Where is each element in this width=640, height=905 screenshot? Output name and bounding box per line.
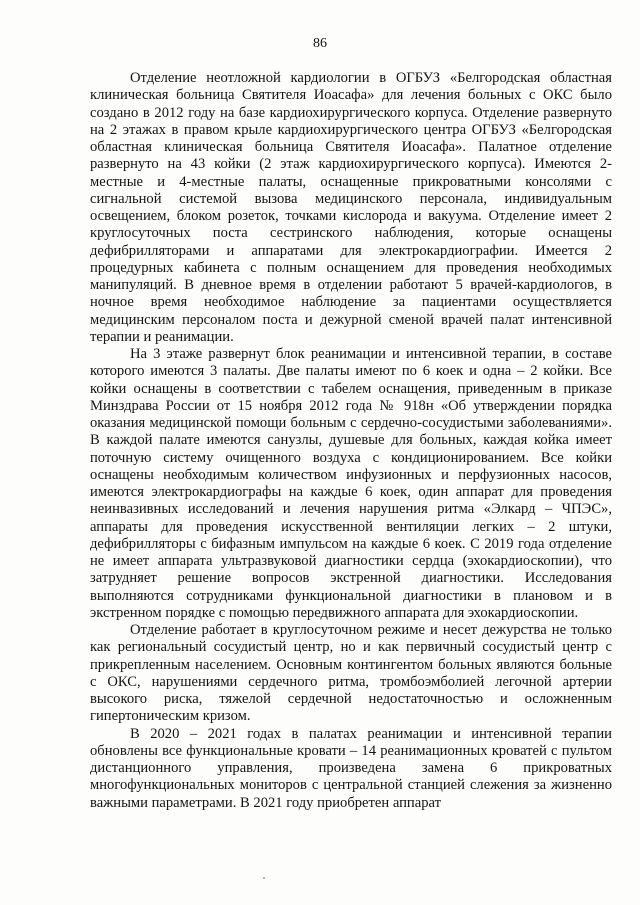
page-number: 86: [313, 36, 327, 51]
paragraph-round-the-clock-operation: Отделение работает в круглосуточном режиме и несет дежурства не только как региональный сосудистый центр, но и как первичный сосудистый центр с прикрепленным населением. Основным контингентом больных являются больные с ОКС, нарушениями сердечного ритма, тромбоэмболией легочной артерии высокого риска, тяжелой сердечной недостаточностью и осложненным гипертоническим кризом.: [90, 622, 612, 725]
paragraph-intensive-care-unit: На 3 этаже развернут блок реанимации и интенсивной терапии, в составе которого имеются 3 палаты. Две палаты имеют по 6 коек и одна – 2 койки. Все койки оснащены в соответствии с табелем оснащения, приведенным в приказе Минздрава России от 15 ноября 2012 года № 918н «Об утверждении порядка оказания медицинской помощи больным с сердечно-сосудистыми заболеваниями». В каждой палате имеются санузлы, душевые для больных, каждая койка имеет поточную систему очищенного воздуха с кондиционированием. Все койки оснащены необходимым количеством инфузионных и перфузионных насосов, имеются электрокардиографы на каждые 6 коек, один аппарат для проведения неинвазивных исследований и лечения нарушения ритма «Элкард – ЧПЭС», аппараты для проведения искусственной вентиляции легких – 2 штуки, дефибрилляторы с бифазным импульсом на каждые 6 коек. С 2019 года отделение не имеет аппарата ультразвуковой диагностики сердца (эхокардиоскопии), что затрудняет решение вопросов экстренной диагностики. Исследования выполняются сотрудниками функциональной диагностики в плановом и в экстренном порядке с помощью передвижного аппарата для эхокардиоскопии.: [90, 346, 612, 621]
paragraph-cardiology-department: Отделение неотложной кардиологии в ОГБУЗ «Белгородская областная клиническая больница Святителя Иоасафа» для лечения больных с ОКС было создано в 2012 году на базе кардиохирургического корпуса. Отделение развернуто на 2 этажах в правом крыле кардиохирургического центра ОГБУЗ «Белгородская областная клиническая больница Святителя Иоасафа». Палатное отделение развернуто на 43 койки (2 этаж кардиохирургического корпуса). Имеются 2-местные и 4-местные палаты, оснащенные прикроватными консолями с сигнальной системой вызова медицинского персонала, индивидуальным освещением, блоком розеток, точками кислорода и вакуума. Отделение имеет 2 круглосуточных поста сестринского наблюдения, которые оснащены дефибрилляторами и аппаратами для электрокардиографии. Имеется 2 процедурных кабинета с полным оснащением для проведения необходимых манипуляций. В дневное время в отделении работают 5 врачей-кардиологов, в ночное время необходимое наблюдение за пациентами осуществляется медицинским персоналом поста и дежурной сменой врачей палат интенсивной терапии и реанимации.: [90, 70, 612, 345]
body-text: [90, 70, 612, 812]
scan-artifact-dot: [263, 877, 265, 879]
paragraph-equipment-renewal: В 2020 – 2021 годах в палатах реанимации и интенсивной терапии обновлены все функциональные кровати – 14 реанимационных кроватей с пультом дистанционного управления, произведена замена 6 прикроватных многофункциональных мониторов с центральной станцией слежения за жизненно важными параметрами. В 2021 году приобретен аппарат: [90, 725, 612, 811]
